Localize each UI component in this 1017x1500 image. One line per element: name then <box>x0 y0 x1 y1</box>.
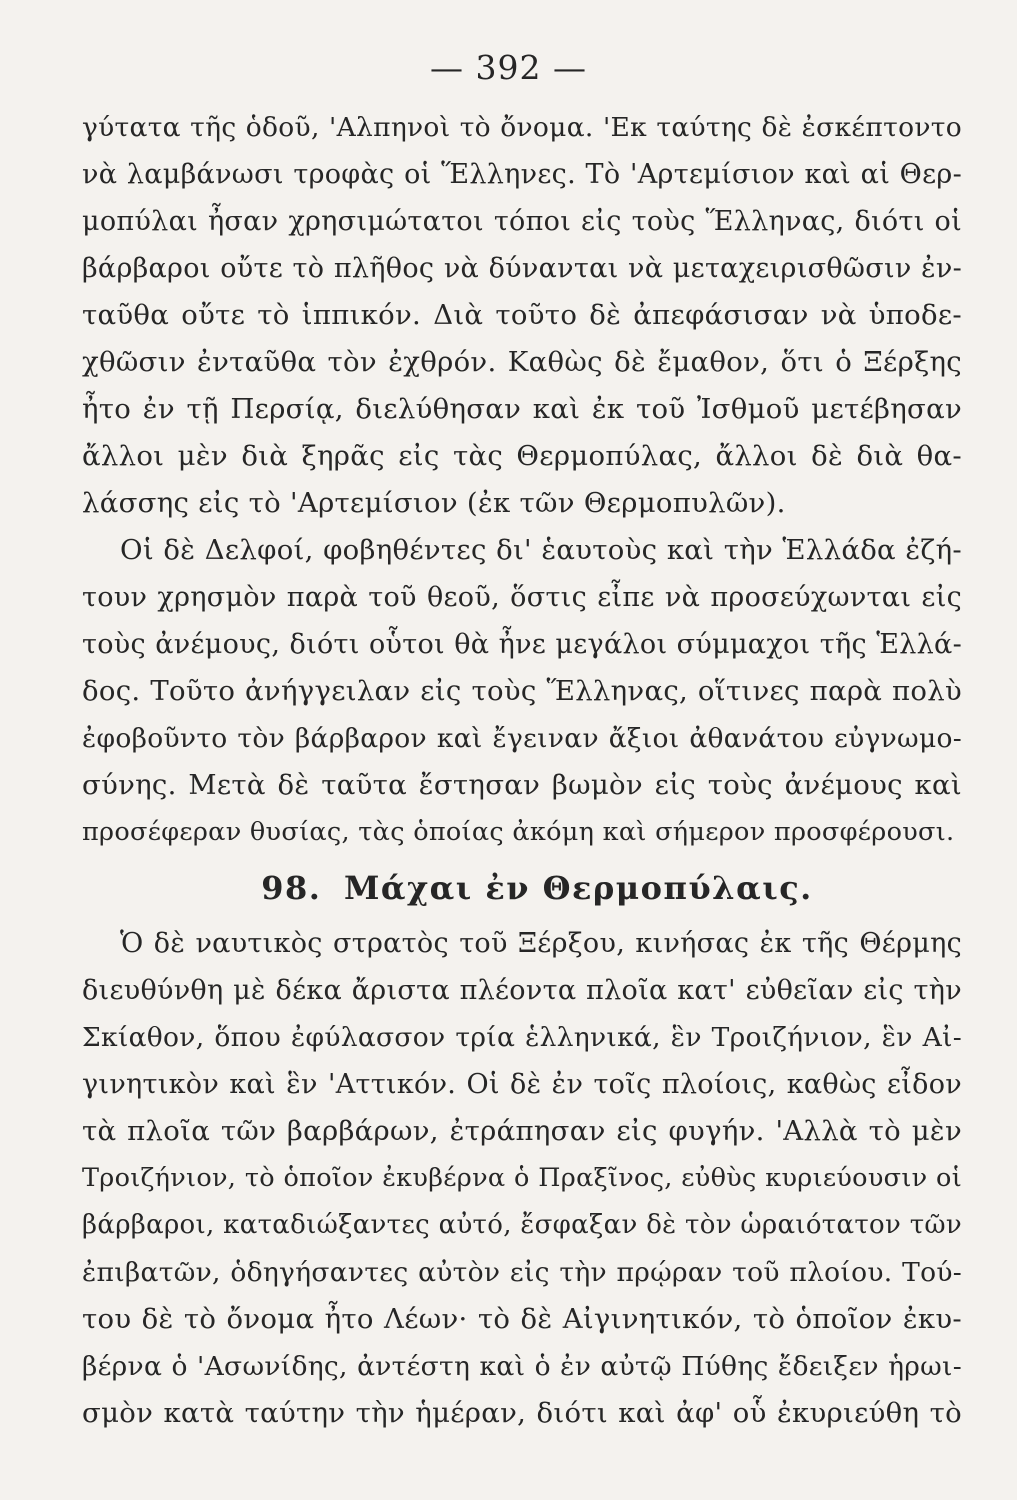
text-line: μοπύλαι ἦσαν χρησιμώτατοι τόποι εἰς τοὺς Ἕλληνας, διότι οἱ <box>82 206 962 237</box>
text-line: του δὲ τὸ ὄνομα ἦτο Λέων· τὸ δὲ Αἰγινητικόν, τὸ ὁποῖον ἐκυ- <box>82 1303 962 1335</box>
text-line: χθῶσιν ἐνταῦθα τὸν ἐχθρόν. Καθὼς δὲ ἔμαθον, ὅτι ὁ Ξέρξης <box>82 346 962 378</box>
text-line: τουν χρησμὸν παρὰ τοῦ θεοῦ, ὅστις εἶπε νὰ προσεύχωνται εἰς <box>82 582 962 613</box>
text-line: Οἱ δὲ Δελφοί, φοβηθέντες δι' ἑαυτοὺς καὶ τὴν Ἑλλάδα ἐζή- <box>120 534 962 566</box>
text-line: ἐπιβατῶν, ὁδηγήσαντες αὐτὸν εἰς τὴν πρῴραν τοῦ πλοίου. Τού- <box>82 1257 962 1288</box>
text-line: βάρβαροι, καταδιώξαντες αὐτό, ἔσφαξαν δὲ τὸν ὡραιότατον τῶν <box>82 1210 962 1240</box>
text-line: βάρβαροι οὔτε τὸ πλῆθος νὰ δύνανται νὰ μεταχειρισθῶσιν ἐν- <box>82 253 962 284</box>
text-line: σμὸν κατὰ ταύτην τὴν ἡμέραν, διότι καὶ ἀφ' οὗ ἐκυριεύθη τὸ <box>82 1397 962 1429</box>
text-line: ἦτο ἐν τῇ Περσίᾳ, διελύθησαν καὶ ἐκ τοῦ Ἰσθμοῦ μετέβησαν <box>82 393 962 425</box>
page-number: — 392 — <box>430 48 587 87</box>
text-line: τὰ πλοῖα τῶν βαρβάρων, ἐτράπησαν εἰς φυγήν. 'Αλλὰ τὸ μὲν <box>82 1115 962 1147</box>
section-title: Μάχαι ἐν Θερμοπύλαις. <box>344 869 813 907</box>
paragraph-3 <box>82 920 962 1437</box>
paragraph-2 <box>82 527 962 856</box>
text-line: ταῦθα οὔτε τὸ ἱππικόν. Διὰ τοῦτο δὲ ἀπεφάσισαν νὰ ὑποδε- <box>82 299 962 331</box>
text-line: γύτατα τῆς ὁδοῦ, 'Αλπηνοὶ τὸ ὄνομα. 'Εκ ταύτης δὲ ἐσκέπτοντο <box>82 112 962 143</box>
text-line: Ὁ δὲ ναυτικὸς στρατὸς τοῦ Ξέρξου, κινήσας ἐκ τῆς Θέρμης <box>120 928 962 959</box>
text-line: τοὺς ἀνέμους, διότι οὗτοι θὰ ἦνε μεγάλοι σύμμαχοι τῆς Ἑλλά- <box>82 629 962 660</box>
text-line: δος. Τοῦτο ἀνήγγειλαν εἰς τοὺς Ἕλληνας, οἵτινες παρὰ πολὺ <box>82 675 962 707</box>
text-line: σύνης. Μετὰ δὲ ταῦτα ἔστησαν βωμὸν εἰς τοὺς ἀνέμους καὶ <box>82 769 962 801</box>
text-line: Τροιζήνιον, τὸ ὁποῖον ἐκυβέρνα ὁ Πραξῖνος, εὐθὺς κυριεύουσιν οἱ <box>82 1163 962 1193</box>
text-line: ἄλλοι μὲν διὰ ξηρᾶς εἰς τὰς Θερμοπύλας, ἄλλοι δὲ διὰ θα- <box>82 440 962 472</box>
text-line: ἐφοβοῦντο τὸν βάρβαρον καὶ ἔγειναν ἄξιοι ἀθανάτου εὐγνωμο- <box>82 723 962 754</box>
text-line: βέρνα ὁ 'Ασωνίδης, ἀντέστη καὶ ὁ ἐν αὐτῷ Πύθης ἔδειξεν ἡρωι- <box>82 1351 962 1382</box>
text-line: νὰ λαμβάνωσι τροφὰς οἱ Ἕλληνες. Τὸ 'Αρτεμίσιον καὶ αἱ Θερ- <box>82 159 962 190</box>
section-heading <box>82 856 962 920</box>
text-line: Σκίαθον, ὅπου ἐφύλασσον τρία ἑλληνικά, ἓν Τροιζήνιον, ἓν Αἰ- <box>82 1022 962 1053</box>
text-line: διευθύνθη μὲ δέκα ἄριστα πλέοντα πλοῖα κατ' εὐθεῖαν εἰς τὴν <box>82 975 962 1006</box>
section-number: 98. <box>261 869 322 907</box>
text-line: γινητικὸν καὶ ἓν 'Αττικόν. Οἱ δὲ ἐν τοῖς πλοίοις, καθὼς εἶδον <box>82 1069 962 1100</box>
paragraph-1 <box>82 104 962 527</box>
text-line: λάσσης εἰς τὸ 'Αρτεμίσιον (ἐκ τῶν Θερμοπυλῶν). <box>82 487 786 519</box>
text-line: προσέφεραν θυσίας, τὰς ὁποίας ἀκόμη καὶ σήμερον προσφέρουσι. <box>82 817 955 847</box>
page-body <box>82 104 962 1437</box>
